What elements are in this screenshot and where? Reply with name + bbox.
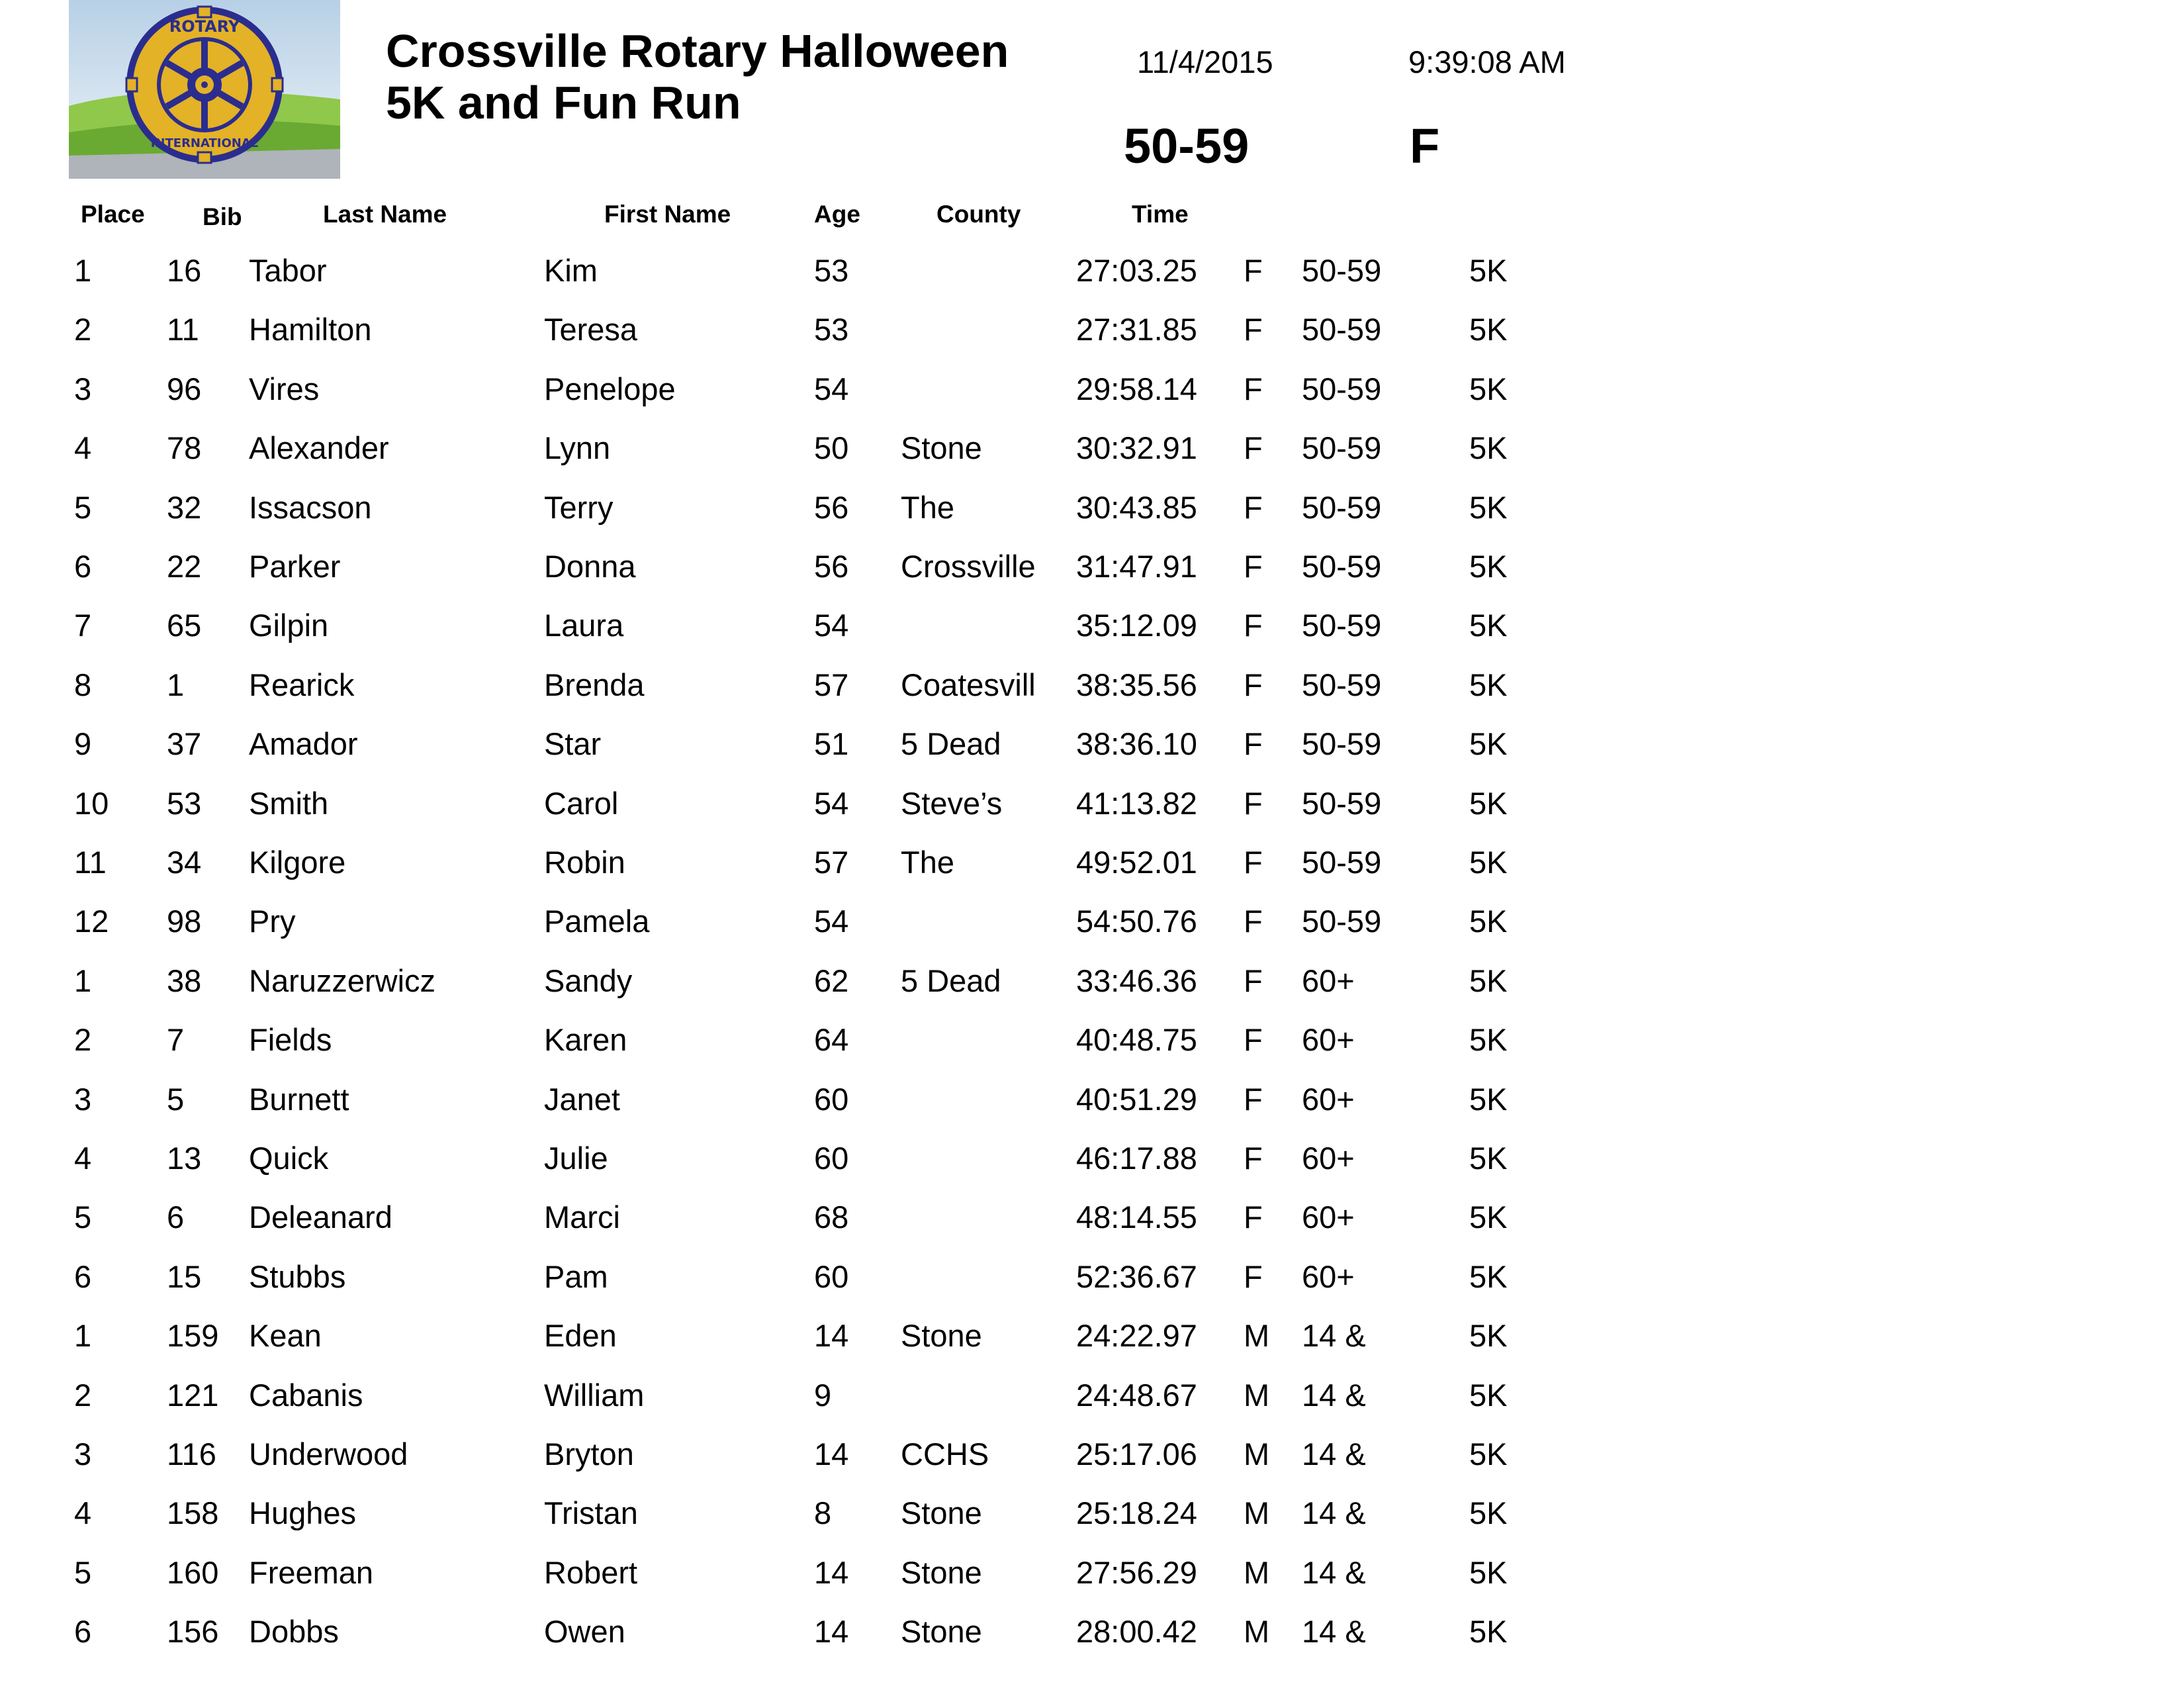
cell-event: 5K [1469, 430, 1508, 466]
cell-first-name: Donna [544, 549, 636, 584]
cell-event: 5K [1469, 1614, 1508, 1650]
cell-event: 5K [1469, 489, 1508, 525]
cell-time: 38:35.56 [1076, 667, 1197, 702]
cell-first-name: William [544, 1377, 645, 1413]
cell-bib: 32 [167, 489, 202, 525]
cell-first-name: Tristan [544, 1495, 638, 1531]
cell-age-group: 60+ [1302, 1199, 1355, 1235]
cell-age: 57 [814, 667, 849, 702]
cell-sex: F [1244, 608, 1263, 643]
cell-time: 27:56.29 [1076, 1554, 1197, 1590]
cell-age-group: 60+ [1302, 1022, 1355, 1058]
table-row [0, 478, 2184, 537]
cell-place: 1 [74, 1318, 92, 1354]
table-row [0, 418, 2184, 477]
cell-first-name: Kim [544, 253, 598, 288]
cell-age-group: 14 & [1302, 1614, 1366, 1650]
col-header-bib: Bib [203, 203, 242, 230]
cell-time: 33:46.36 [1076, 962, 1197, 998]
cell-event: 5K [1469, 1199, 1508, 1235]
cell-place: 3 [74, 1081, 92, 1117]
cell-time: 48:14.55 [1076, 1199, 1197, 1235]
cell-age-group: 60+ [1302, 962, 1355, 998]
cell-sex: F [1244, 312, 1263, 348]
cell-place: 4 [74, 1141, 92, 1176]
cell-event: 5K [1469, 1554, 1508, 1590]
cell-age: 54 [814, 785, 849, 821]
cell-age-group: 60+ [1302, 1081, 1355, 1117]
cell-age-group: 14 & [1302, 1377, 1366, 1413]
cell-time: 41:13.82 [1076, 785, 1197, 821]
cell-county: Stone [901, 430, 982, 466]
cell-event: 5K [1469, 726, 1508, 762]
cell-first-name: Eden [544, 1318, 617, 1354]
cell-sex: F [1244, 785, 1263, 821]
cell-place: 11 [74, 845, 107, 880]
table-row [0, 1010, 2184, 1069]
cell-age: 60 [814, 1081, 849, 1117]
cell-county: CCHS [901, 1436, 989, 1472]
col-header-county: County [936, 201, 1021, 228]
cell-event: 5K [1469, 845, 1508, 880]
table-row [0, 300, 2184, 359]
cell-place: 6 [74, 549, 92, 584]
cell-age: 62 [814, 962, 849, 998]
cell-bib: 11 [167, 312, 199, 348]
table-row [0, 774, 2184, 833]
cell-event: 5K [1469, 785, 1508, 821]
report-date: 11/4/2015 [1137, 44, 1273, 79]
cell-age: 56 [814, 489, 849, 525]
cell-place: 10 [74, 785, 109, 821]
cell-age-group: 50-59 [1302, 904, 1382, 939]
cell-place: 6 [74, 1258, 92, 1294]
cell-age: 60 [814, 1141, 849, 1176]
cell-place: 2 [74, 312, 92, 348]
cell-age-group: 50-59 [1302, 312, 1382, 348]
table-row [0, 714, 2184, 773]
cell-sex: F [1244, 253, 1263, 288]
cell-last-name: Hamilton [249, 312, 372, 348]
table-row [0, 1483, 2184, 1542]
cell-time: 25:18.24 [1076, 1495, 1197, 1531]
cell-event: 5K [1469, 962, 1508, 998]
cell-place: 7 [74, 608, 92, 643]
cell-county: Coatesvill [901, 667, 1036, 702]
cell-bib: 6 [167, 1199, 185, 1235]
cell-sex: F [1244, 962, 1263, 998]
cell-first-name: Pam [544, 1258, 608, 1294]
cell-place: 1 [74, 962, 92, 998]
cell-sex: F [1244, 726, 1263, 762]
cell-last-name: Kilgore [249, 845, 346, 880]
cell-sex: M [1244, 1554, 1270, 1590]
cell-place: 1 [74, 253, 92, 288]
col-header-time: Time [1132, 201, 1189, 228]
cell-last-name: Alexander [249, 430, 389, 466]
cell-last-name: Freeman [249, 1554, 374, 1590]
cell-first-name: Marci [544, 1199, 620, 1235]
cell-place: 3 [74, 1436, 92, 1472]
cell-last-name: Vires [249, 371, 320, 406]
cell-event: 5K [1469, 312, 1508, 348]
cell-time: 25:17.06 [1076, 1436, 1197, 1472]
cell-bib: 37 [167, 726, 202, 762]
cell-sex: M [1244, 1377, 1270, 1413]
cell-time: 30:32.91 [1076, 430, 1197, 466]
cell-event: 5K [1469, 1022, 1508, 1058]
cell-age: 54 [814, 608, 849, 643]
cell-sex: F [1244, 371, 1263, 406]
cell-time: 49:52.01 [1076, 845, 1197, 880]
cell-place: 6 [74, 1614, 92, 1650]
cell-time: 27:03.25 [1076, 253, 1197, 288]
cell-county: Stone [901, 1318, 982, 1354]
cell-time: 40:51.29 [1076, 1081, 1197, 1117]
cell-last-name: Cabanis [249, 1377, 363, 1413]
cell-last-name: Quick [249, 1141, 329, 1176]
title-line-1: Crossville Rotary Halloween [386, 25, 1009, 77]
cell-age: 14 [814, 1318, 849, 1354]
cell-county: Steve’s [901, 785, 1003, 821]
table-row [0, 1425, 2184, 1483]
table-row [0, 1366, 2184, 1425]
cell-sex: F [1244, 1258, 1263, 1294]
cell-age: 56 [814, 549, 849, 584]
table-row [0, 1306, 2184, 1365]
cell-sex: M [1244, 1495, 1270, 1531]
table-row [0, 1188, 2184, 1246]
cell-first-name: Bryton [544, 1436, 634, 1472]
cell-last-name: Stubbs [249, 1258, 346, 1294]
cell-event: 5K [1469, 1377, 1508, 1413]
cell-bib: 116 [167, 1436, 216, 1472]
cell-first-name: Penelope [544, 371, 676, 406]
cell-age-group: 14 & [1302, 1554, 1366, 1590]
cell-place: 5 [74, 1199, 92, 1235]
cell-age: 50 [814, 430, 849, 466]
table-row [0, 596, 2184, 655]
table-row [0, 892, 2184, 951]
cell-event: 5K [1469, 1318, 1508, 1354]
cell-time: 54:50.76 [1076, 904, 1197, 939]
table-row [0, 1543, 2184, 1602]
cell-age-group: 50-59 [1302, 430, 1382, 466]
table-row [0, 537, 2184, 596]
cell-age-group: 50-59 [1302, 253, 1382, 288]
cell-event: 5K [1469, 1436, 1508, 1472]
logo-text-top: ROTARY [169, 17, 240, 36]
cell-place: 5 [74, 1554, 92, 1590]
cell-bib: 159 [167, 1318, 219, 1354]
cell-age-group: 14 & [1302, 1495, 1366, 1531]
cell-last-name: Deleanard [249, 1199, 392, 1235]
cell-sex: F [1244, 904, 1263, 939]
rotary-logo [69, 0, 340, 179]
cell-first-name: Robert [544, 1554, 638, 1590]
logo-text-bottom: INTERNATIONAL [150, 136, 259, 150]
report-title [386, 25, 1009, 128]
table-row [0, 1602, 2184, 1661]
cell-age: 53 [814, 312, 849, 348]
cell-time: 29:58.14 [1076, 371, 1197, 406]
cell-last-name: Pry [249, 904, 296, 939]
cell-event: 5K [1469, 608, 1508, 643]
col-header-place: Place [81, 201, 145, 228]
title-line-2: 5K and Fun Run [386, 77, 741, 128]
cell-sex: F [1244, 845, 1263, 880]
cell-first-name: Lynn [544, 430, 611, 466]
cell-first-name: Julie [544, 1141, 608, 1176]
cell-bib: 53 [167, 785, 202, 821]
cell-last-name: Parker [249, 549, 341, 584]
cell-bib: 5 [167, 1081, 185, 1117]
cell-sex: M [1244, 1318, 1270, 1354]
cell-event: 5K [1469, 1258, 1508, 1294]
cell-time: 24:48.67 [1076, 1377, 1197, 1413]
cell-bib: 158 [167, 1495, 219, 1531]
cell-sex: M [1244, 1614, 1270, 1650]
cell-county: Crossville [901, 549, 1036, 584]
cell-age-group: 50-59 [1302, 785, 1382, 821]
cell-time: 35:12.09 [1076, 608, 1197, 643]
cell-time: 24:22.97 [1076, 1318, 1197, 1354]
cell-age-group: 50-59 [1302, 845, 1382, 880]
cell-bib: 156 [167, 1614, 219, 1650]
cell-age: 60 [814, 1258, 849, 1294]
cell-age-group: 60+ [1302, 1258, 1355, 1294]
cell-age: 14 [814, 1436, 849, 1472]
cell-event: 5K [1469, 549, 1508, 584]
cell-last-name: Naruzzerwicz [249, 962, 436, 998]
cell-time: 40:48.75 [1076, 1022, 1197, 1058]
cell-last-name: Issacson [249, 489, 372, 525]
cell-sex: F [1244, 430, 1263, 466]
cell-first-name: Karen [544, 1022, 627, 1058]
cell-bib: 7 [167, 1022, 185, 1058]
cell-bib: 121 [167, 1377, 219, 1413]
cell-age: 54 [814, 371, 849, 406]
cell-event: 5K [1469, 904, 1508, 939]
cell-first-name: Owen [544, 1614, 625, 1650]
cell-last-name: Underwood [249, 1436, 408, 1472]
cell-age: 54 [814, 904, 849, 939]
cell-last-name: Fields [249, 1022, 332, 1058]
cell-first-name: Laura [544, 608, 624, 643]
cell-place: 4 [74, 1495, 92, 1531]
cell-place: 8 [74, 667, 92, 702]
col-header-first-name: First Name [604, 201, 731, 228]
cell-sex: F [1244, 549, 1263, 584]
table-row [0, 655, 2184, 714]
cell-age-group: 50-59 [1302, 608, 1382, 643]
cell-bib: 34 [167, 845, 202, 880]
cell-event: 5K [1469, 1495, 1508, 1531]
cell-time: 31:47.91 [1076, 549, 1197, 584]
cell-place: 9 [74, 726, 92, 762]
gender-heading: F [1410, 118, 1440, 173]
cell-time: 38:36.10 [1076, 726, 1197, 762]
cell-age-group: 50-59 [1302, 371, 1382, 406]
cell-last-name: Kean [249, 1318, 322, 1354]
table-row [0, 1247, 2184, 1306]
cell-last-name: Dobbs [249, 1614, 339, 1650]
cell-time: 28:00.42 [1076, 1614, 1197, 1650]
cell-sex: F [1244, 1081, 1263, 1117]
table-row [0, 1070, 2184, 1129]
cell-sex: F [1244, 489, 1263, 525]
cell-bib: 65 [167, 608, 202, 643]
cell-age-group: 60+ [1302, 1141, 1355, 1176]
cell-age: 53 [814, 253, 849, 288]
cell-sex: F [1244, 1199, 1263, 1235]
table-row [0, 951, 2184, 1010]
cell-event: 5K [1469, 1081, 1508, 1117]
cell-last-name: Hughes [249, 1495, 356, 1531]
cell-age-group: 14 & [1302, 1318, 1366, 1354]
table-row [0, 359, 2184, 418]
table-row [0, 241, 2184, 300]
cell-age-group: 14 & [1302, 1436, 1366, 1472]
cell-age: 14 [814, 1614, 849, 1650]
age-group-heading: 50-59 [1124, 118, 1250, 173]
cell-last-name: Gilpin [249, 608, 329, 643]
cell-age-group: 50-59 [1302, 667, 1382, 702]
cell-county: The [901, 489, 954, 525]
col-header-last-name: Last Name [323, 201, 447, 228]
cell-bib: 78 [167, 430, 202, 466]
cell-age: 68 [814, 1199, 849, 1235]
cell-event: 5K [1469, 1141, 1508, 1176]
cell-place: 5 [74, 489, 92, 525]
cell-last-name: Smith [249, 785, 329, 821]
cell-bib: 38 [167, 962, 202, 998]
col-header-age: Age [814, 201, 860, 228]
cell-bib: 98 [167, 904, 202, 939]
cell-first-name: Sandy [544, 962, 633, 998]
cell-age: 64 [814, 1022, 849, 1058]
cell-county: 5 Dead [901, 726, 1001, 762]
cell-bib: 16 [167, 253, 202, 288]
cell-first-name: Terry [544, 489, 614, 525]
cell-last-name: Amador [249, 726, 358, 762]
cell-bib: 160 [167, 1554, 219, 1590]
cell-place: 2 [74, 1022, 92, 1058]
cell-last-name: Tabor [249, 253, 327, 288]
cell-sex: F [1244, 667, 1263, 702]
cell-first-name: Star [544, 726, 602, 762]
cell-sex: F [1244, 1141, 1263, 1176]
cell-age: 51 [814, 726, 849, 762]
cell-age-group: 50-59 [1302, 726, 1382, 762]
cell-first-name: Janet [544, 1081, 620, 1117]
cell-first-name: Brenda [544, 667, 645, 702]
cell-event: 5K [1469, 667, 1508, 702]
cell-place: 3 [74, 371, 92, 406]
cell-place: 2 [74, 1377, 92, 1413]
cell-county: Stone [901, 1495, 982, 1531]
cell-time: 27:31.85 [1076, 312, 1197, 348]
cell-first-name: Teresa [544, 312, 638, 348]
table-row [0, 833, 2184, 892]
cell-county: 5 Dead [901, 962, 1001, 998]
cell-event: 5K [1469, 371, 1508, 406]
report-time: 9:39:08 AM [1408, 44, 1566, 79]
cell-time: 52:36.67 [1076, 1258, 1197, 1294]
cell-last-name: Rearick [249, 667, 355, 702]
cell-bib: 13 [167, 1141, 202, 1176]
cell-place: 4 [74, 430, 92, 466]
cell-first-name: Carol [544, 785, 619, 821]
cell-place: 12 [74, 904, 109, 939]
cell-county: Stone [901, 1554, 982, 1590]
cell-age: 8 [814, 1495, 832, 1531]
cell-bib: 96 [167, 371, 202, 406]
cell-event: 5K [1469, 253, 1508, 288]
cell-age-group: 50-59 [1302, 549, 1382, 584]
cell-age: 9 [814, 1377, 832, 1413]
cell-first-name: Pamela [544, 904, 650, 939]
cell-sex: F [1244, 1022, 1263, 1058]
cell-time: 46:17.88 [1076, 1141, 1197, 1176]
cell-age: 14 [814, 1554, 849, 1590]
cell-bib: 22 [167, 549, 202, 584]
cell-county: Stone [901, 1614, 982, 1650]
cell-age-group: 50-59 [1302, 489, 1382, 525]
cell-county: The [901, 845, 954, 880]
cell-time: 30:43.85 [1076, 489, 1197, 525]
cell-first-name: Robin [544, 845, 625, 880]
table-row [0, 1129, 2184, 1188]
cell-last-name: Burnett [249, 1081, 349, 1117]
cell-bib: 1 [167, 667, 185, 702]
cell-age: 57 [814, 845, 849, 880]
cell-sex: M [1244, 1436, 1270, 1472]
cell-bib: 15 [167, 1258, 202, 1294]
